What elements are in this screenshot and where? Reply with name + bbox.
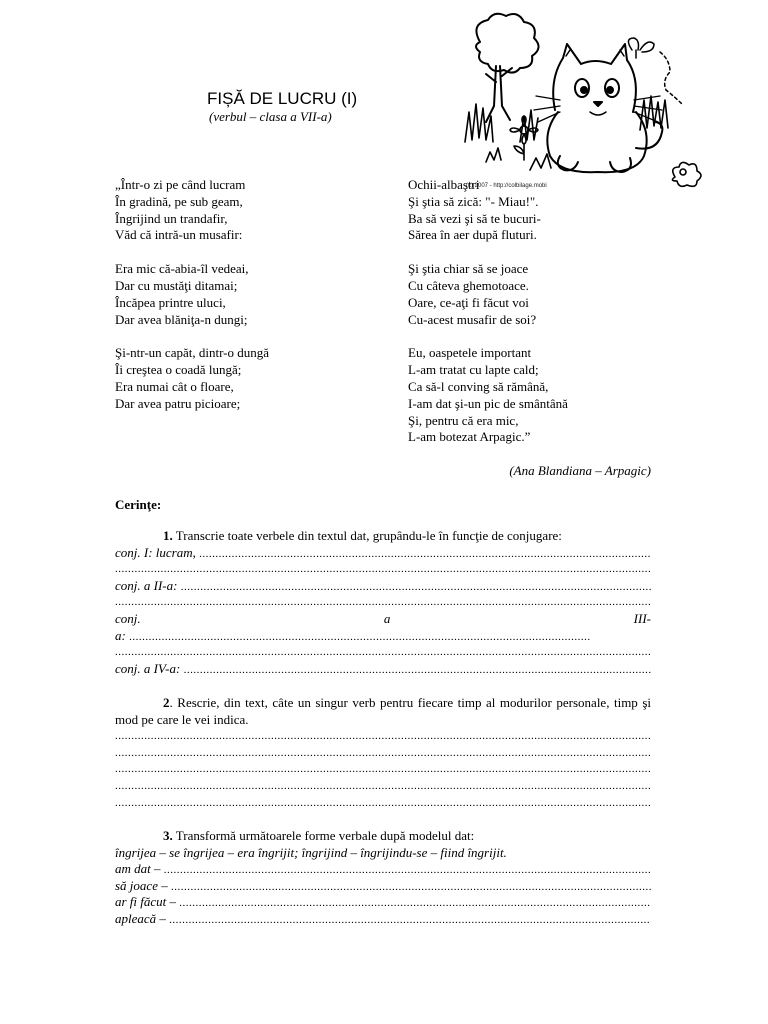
answer-line-conj2[interactable]: conj. a II-a: ..... (115, 578, 651, 595)
answer-line[interactable] (115, 778, 651, 795)
answer-line[interactable] (115, 795, 651, 812)
poem-line: Şi, pentru că era mic, (408, 412, 519, 428)
poem-line: Îngrijind un trandafir, (115, 210, 228, 226)
answer-line-item-1[interactable]: am dat – ..... (115, 861, 651, 878)
cat-illustration (460, 12, 710, 202)
task-2-instruction: 2. Rescrie, din text, câte un singur verb pentru fiecare timp al modurilor personale, timp şi mod pe care le vei indica. (115, 695, 651, 727)
poem-line: Eu, oaspetele important (408, 345, 532, 361)
answer-line[interactable] (115, 728, 651, 745)
answer-line[interactable] (115, 644, 651, 661)
poem-line: Dar avea blăniţa-n dungi; (115, 311, 248, 327)
task-2-number: 2 (163, 695, 170, 710)
answer-line[interactable] (115, 561, 651, 578)
task-3 (115, 828, 651, 928)
poem-line: Sărea în aer după fluturi. (408, 227, 537, 243)
task-3-instruction: 3. Transformă următoarele forme verbale după modelul dat: (163, 828, 475, 843)
poem-line: Şi-ntr-un capăt, dintr-o dungă (115, 345, 269, 361)
task-3-number: 3. (163, 828, 173, 843)
poem-line: „Într-o zi pe când lucram (115, 177, 246, 192)
answer-line-conj4[interactable]: conj. a IV-a: ..... (115, 661, 651, 678)
worksheet-subtitle: (verbul – clasa a VII-a) (209, 109, 332, 124)
poem-line: Cu câteva ghemotoace. (408, 277, 529, 293)
task-1-instruction: 1. Transcrie toate verbele din textul dat, grupându-le în funcţie de conjugare: (163, 528, 562, 543)
poem-line: Oare, ce-aţi fi făcut voi (408, 294, 529, 310)
answer-line-item-3[interactable]: ar fi făcut – ..... (115, 894, 651, 911)
poem-line: I-am dat şi-un pic de smântână (408, 395, 568, 411)
requirements-heading: Cerinţe: (115, 497, 162, 512)
poem-stanza (115, 261, 269, 328)
poem-line: Şi ştia chiar să se joace (408, 261, 529, 277)
poem-line: Încăpea printre uluci, (115, 294, 226, 310)
poem-line: Ca să-l conving să rămână, (408, 378, 549, 394)
answer-line-item-2[interactable]: să joace – ..... (115, 878, 651, 895)
poem-left-column (115, 177, 269, 430)
answer-line-conj3[interactable]: a: ..... (115, 628, 590, 645)
poem-stanza (115, 345, 269, 412)
tree-drawing (476, 14, 539, 122)
answer-line[interactable] (115, 745, 651, 762)
poem-stanza (408, 261, 568, 328)
poem-stanza (408, 345, 568, 446)
poem-right-column (408, 177, 568, 463)
task-1 (115, 528, 651, 677)
poem-line: Era mic că-abia-îl vedeai, (115, 261, 249, 277)
answer-line[interactable] (115, 761, 651, 778)
poem-line: Ba să vezi şi să te bucuri- (408, 210, 541, 226)
task-2 (115, 695, 651, 811)
poem-line: L-am tratat cu lapte cald; (408, 362, 539, 378)
poem-line: Era numai cât o floare, (115, 378, 234, 394)
poem-stanza (115, 177, 269, 244)
conj3-label-row: conj. a III- (115, 610, 651, 626)
poem-line: Dar cu mustăţi ditamai; (115, 277, 238, 293)
task-3-example: îngrijea – se îngrijea – era îngrijit; îngrijind – îngrijindu-se – fiind îngrijit. (115, 844, 507, 860)
answer-line[interactable] (115, 594, 651, 611)
poem-line: Cu-acest musafir de soi? (408, 311, 537, 327)
task-1-number: 1. (163, 528, 173, 543)
flower-drawing (510, 116, 701, 186)
poem-author: (Ana Blandiana – Arpagic) (509, 463, 651, 478)
poem-line: Ochii-albaştri (408, 177, 480, 192)
image-credit: (c) 2007 - http://colbilage.mobi (466, 183, 547, 189)
poem-line: L-am botezat Arpagic.” (408, 429, 531, 445)
poem-stanza (408, 177, 568, 244)
poem-line: În gradină, pe sub geam, (115, 193, 243, 209)
poem-line: Şi ştia să zică: "- Miau!". (408, 193, 539, 209)
answer-line-item-4[interactable]: apleacă – ..... (115, 911, 651, 928)
poem-line: Îi creştea o coadă lungă; (115, 362, 242, 378)
poem-line: Văd că intră-un musafir: (115, 227, 243, 243)
answer-line-conj1[interactable]: conj. I: lucram , ..... (115, 545, 651, 562)
worksheet-title: FIȘĂ DE LUCRU (I) (207, 89, 358, 108)
poem-line: Dar avea patru picioare; (115, 395, 241, 411)
